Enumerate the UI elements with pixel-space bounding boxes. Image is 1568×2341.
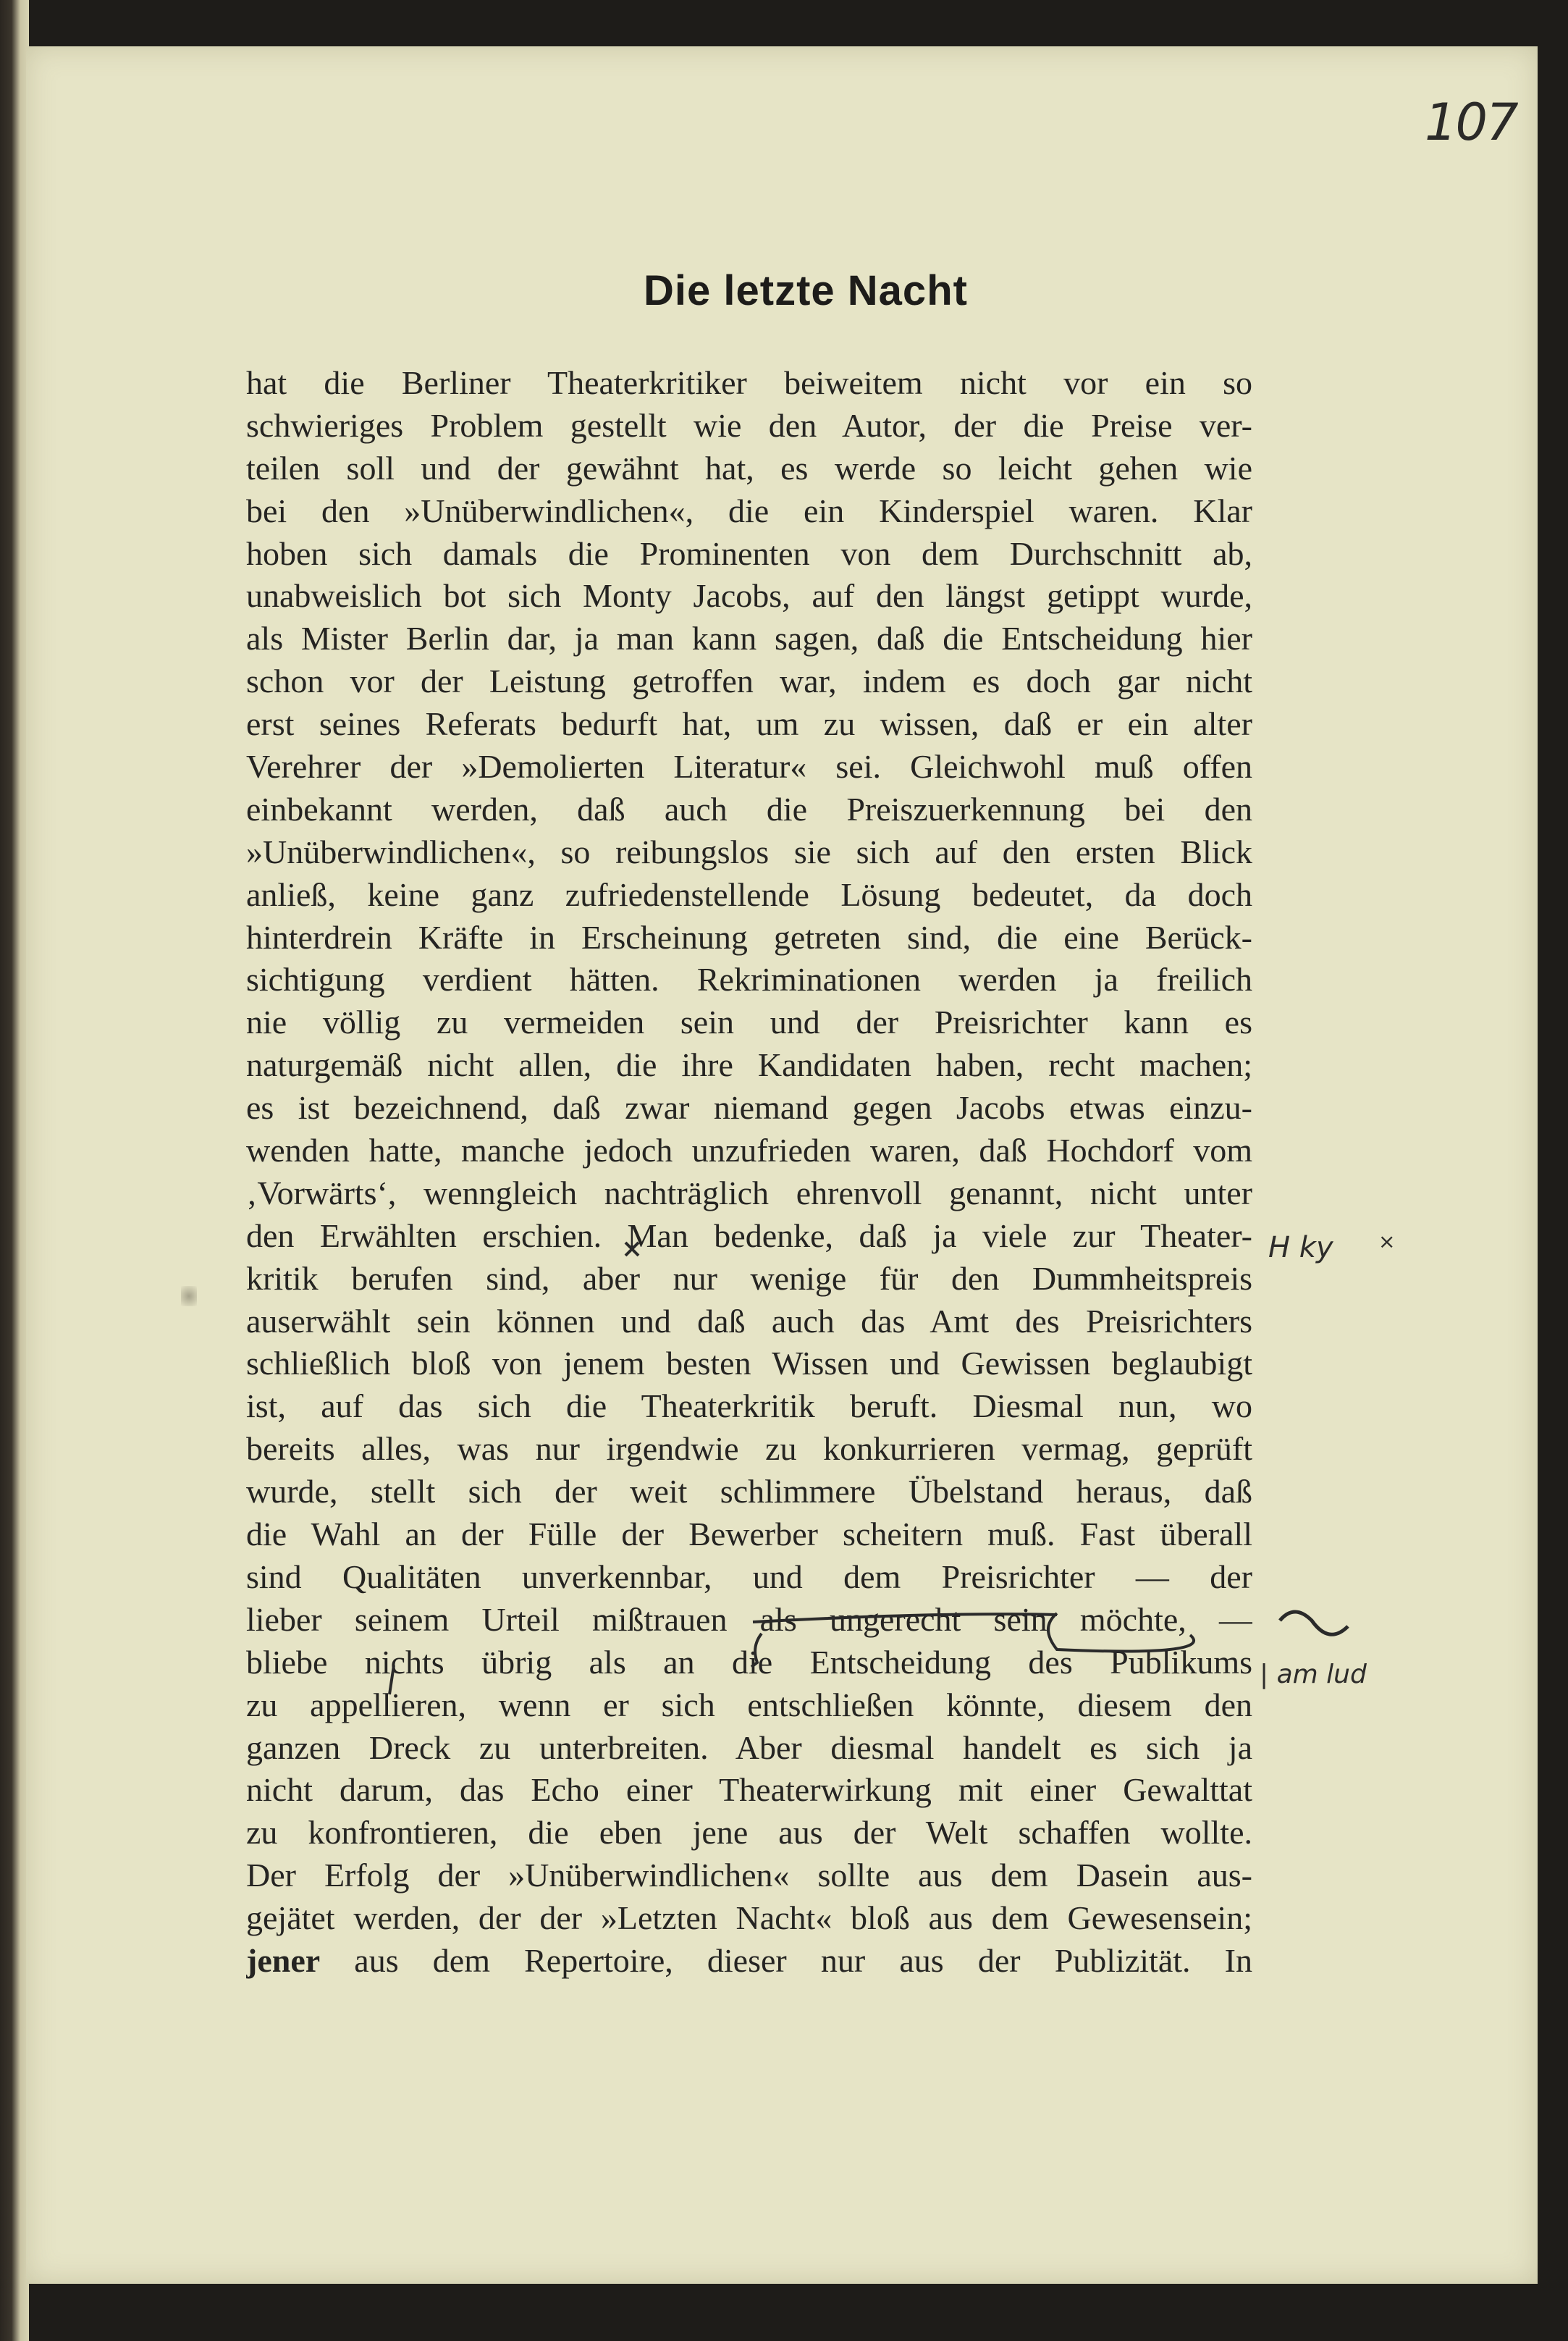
- text-line: lieber seinem Urteil mißtrauen als ungerecht sein möchte, —: [246, 1600, 1252, 1638]
- margin-note-1: H ky: [1268, 1231, 1333, 1264]
- text-line: nicht darum, das Echo einer Theaterwirkung mit einer Gewalttat: [246, 1771, 1252, 1809]
- text-line: naturgemäß nicht allen, die ihre Kandidaten haben, recht machen;: [246, 1046, 1252, 1084]
- book-spine: [0, 0, 29, 2341]
- last-line-rest: aus dem Repertoire, dieser nur aus der Publizität. In: [320, 1941, 1252, 1979]
- text-line: unabweislich bot sich Monty Jacobs, auf den längst getippt wurde,: [246, 577, 1252, 615]
- text-line: zu konfrontieren, die eben jene aus der Welt schaffen wollte.: [246, 1814, 1252, 1852]
- text-line: wenden hatte, manche jedoch unzufrieden waren, daß Hochdorf vom: [246, 1132, 1252, 1169]
- text-line: bereits alles, was nur irgendwie zu konkurrieren vermag, geprüft: [246, 1430, 1252, 1468]
- page-title: Die letzte Nacht: [644, 267, 968, 314]
- text-line: ‚Vorwärts‘, wenngleich nachträglich ehrenvoll genannt, nicht unter: [246, 1174, 1252, 1211]
- text-line: erst seines Referats bedurft hat, um zu wissen, daß er ein alter: [246, 705, 1252, 743]
- text-line: hoben sich damals die Prominenten von dem Durchschnitt ab,: [246, 534, 1252, 572]
- text-line: bei den »Unüberwindlichen«, die ein Kinderspiel waren. Klar: [246, 492, 1252, 529]
- text-line: auserwählt sein können und daß auch das Amt des Preisrichters: [246, 1302, 1252, 1340]
- bold-word: jener: [246, 1941, 321, 1979]
- page-number: 107: [1425, 93, 1517, 152]
- text-line: teilen soll und der gewähnt hat, es werde so leicht gehen wie: [246, 449, 1252, 487]
- text-line: es ist bezeichnend, daß zwar niemand gegen Jacobs etwas einzu-: [246, 1089, 1252, 1127]
- text-line: Der Erfolg der »Unüberwindlichen« sollte aus dem Dasein aus-: [246, 1857, 1252, 1894]
- margin-mark: ×: [1378, 1230, 1396, 1253]
- text-line: zu appellieren, wenn er sich entschließen könnte, diesem den: [246, 1686, 1252, 1723]
- text-line: hinterdrein Kräfte in Erscheinung getreten sind, die eine Berück-: [246, 918, 1252, 956]
- text-line: Verehrer der »Demolierten Literatur« sei. Gleichwohl muß offen: [246, 748, 1252, 786]
- text-line: sind Qualitäten unverkennbar, und dem Preisrichter — der: [246, 1558, 1252, 1595]
- text-line: gejätet werden, der der »Letzten Nacht« bloß aus dem Gewesensein;: [246, 1899, 1252, 1937]
- text-line: wurde, stellt sich der weit schlimmere Übelstand heraus, daß: [246, 1473, 1252, 1510]
- text-line: nie völlig zu vermeiden sein und der Preisrichter kann es: [246, 1004, 1252, 1041]
- text-line: ganzen Dreck zu unterbreiten. Aber diesmal handelt es sich ja: [246, 1728, 1252, 1766]
- text-line: ist, auf das sich die Theaterkritik beruft. Diesmal nun, wo: [246, 1387, 1252, 1425]
- margin-note-2: | am lud: [1260, 1660, 1367, 1689]
- text-line: schwieriges Problem gestellt wie den Autor, der die Preise ver-: [246, 406, 1252, 444]
- text-line: anließ, keine ganz zufriedenstellende Lösung bedeutet, da doch: [246, 875, 1252, 913]
- text-line: schon vor der Leistung getroffen war, indem es doch gar nicht: [246, 663, 1252, 700]
- text-line: kritik berufen sind, aber nur wenige für den Dummheitspreis: [246, 1259, 1252, 1297]
- text-line: den Erwählten erschien. Man bedenke, daß ja viele zur Theater-: [246, 1216, 1252, 1254]
- text-line: bliebe nichts übrig als an die Entscheidung des Publikums: [246, 1643, 1252, 1681]
- text-line: schließlich bloß von jenem besten Wissen und Gewissen beglaubigt: [246, 1345, 1252, 1382]
- text-line: die Wahl an der Fülle der Bewerber scheitern muß. Fast überall: [246, 1516, 1252, 1553]
- text-line-last: [246, 1940, 1252, 1983]
- text-line: »Unüberwindlichen«, so reibungslos sie sich auf den ersten Blick: [246, 833, 1252, 870]
- text-line: hat die Berliner Theaterkritiker beiweitem nicht vor ein so: [246, 364, 1252, 401]
- text-line: als Mister Berlin dar, ja man kann sagen, daß die Entscheidung hier: [246, 620, 1252, 657]
- text-line: einbekannt werden, daß auch die Preiszuerkennung bei den: [246, 790, 1252, 828]
- text-line: sichtigung verdient hätten. Rekriminationen werden ja freilich: [246, 961, 1252, 999]
- ink-smudge: [181, 1286, 197, 1306]
- body-text: [246, 362, 1252, 1983]
